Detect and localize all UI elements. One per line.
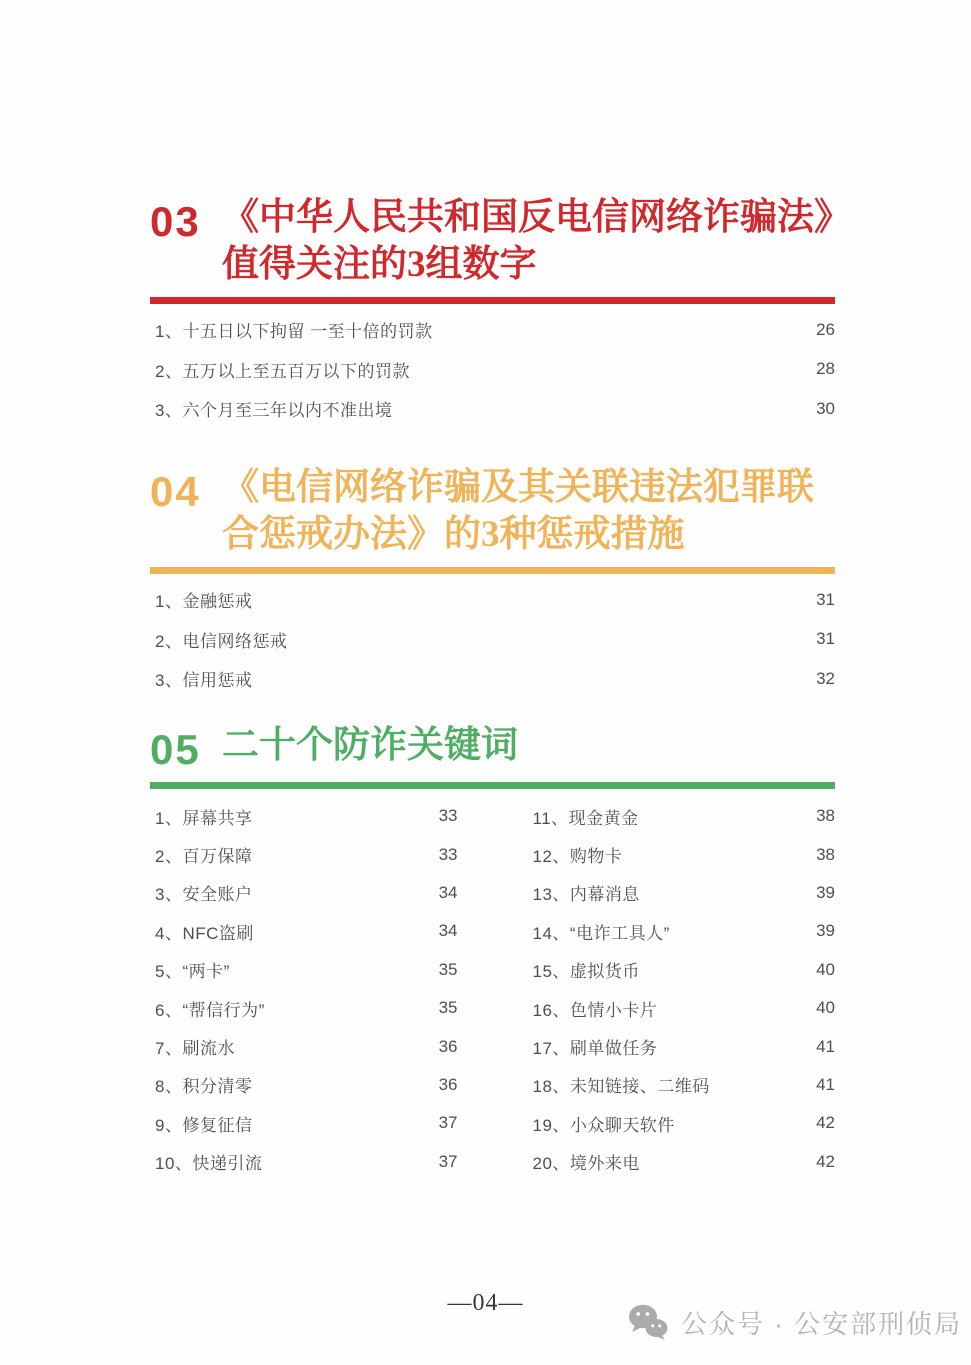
watermark-text: 公众号 · 公安部刑侦局 — [681, 1308, 963, 1339]
toc-section-05 — [150, 722, 835, 1181]
toc-entry-label: 4、NFC盗刷 — [155, 923, 254, 943]
toc-entry-label: 8、积分清零 — [155, 1077, 253, 1097]
toc-entry[interactable] — [150, 350, 835, 390]
toc-entry[interactable] — [150, 1143, 458, 1181]
toc-entry-page: 35 — [438, 959, 458, 979]
toc-entry[interactable] — [150, 989, 458, 1027]
toc-entry[interactable] — [528, 951, 836, 989]
toc-entry-page: 39 — [816, 921, 835, 941]
toc-entry[interactable] — [528, 1104, 836, 1142]
toc-entry-label: 11、现金黄金 — [532, 808, 639, 828]
toc-entry-page: 36 — [438, 1074, 458, 1094]
toc-entry-label: 16、色情小卡片 — [532, 1000, 658, 1020]
toc-entry-page: 41 — [816, 1074, 835, 1094]
toc-entry[interactable] — [528, 797, 836, 835]
toc-entry[interactable] — [150, 659, 835, 699]
toc-entry-label: 1、十五日以下拘留 一至十倍的罚款 — [155, 322, 433, 342]
toc-entry[interactable] — [150, 797, 458, 835]
keywords-column-left — [150, 797, 458, 1181]
toc-entry-label: 17、刷单做任务 — [532, 1039, 658, 1059]
section-divider — [150, 782, 835, 789]
toc-entry-page: 37 — [438, 1151, 458, 1171]
wechat-watermark — [628, 1303, 962, 1341]
toc-entry[interactable] — [150, 389, 835, 429]
toc-entry-page: 32 — [816, 668, 835, 688]
toc-entry-label: 5、“两卡” — [155, 962, 230, 982]
toc-entry-page: 36 — [438, 1036, 458, 1056]
section-title-line: 《中华人民共和国反电信网络诈骗法》 — [222, 197, 851, 238]
toc-entry-page: 35 — [438, 998, 458, 1018]
section-title — [222, 722, 518, 769]
keywords-grid — [150, 797, 835, 1181]
toc-entry-page: 39 — [816, 882, 835, 902]
section-title-line: 二十个防诈关键词 — [222, 725, 518, 766]
toc-entry-label: 13、内幕消息 — [532, 885, 640, 905]
toc-entry[interactable] — [528, 912, 836, 950]
page-number: —04— — [447, 1290, 524, 1316]
toc-entry-label: 9、修复征信 — [155, 1115, 253, 1135]
section-title-line: 合惩戒办法》的3种惩戒措施 — [222, 514, 685, 555]
toc-entry-page: 34 — [438, 882, 458, 902]
toc-entry-label: 15、虚拟货币 — [532, 962, 640, 982]
section-number: 03 — [150, 198, 201, 245]
toc-entry-label: 3、六个月至三年以内不准出境 — [155, 401, 393, 421]
toc-section-03 — [150, 194, 851, 429]
toc-entry-page: 38 — [816, 844, 835, 864]
toc-entry-page: 31 — [816, 589, 835, 609]
toc-entry-page: 40 — [816, 959, 835, 979]
toc-entry-page: 42 — [816, 1113, 835, 1133]
toc-entry-page: 34 — [438, 921, 458, 941]
toc-entry[interactable] — [150, 1027, 458, 1065]
toc-entry[interactable] — [150, 580, 835, 620]
toc-entry-label: 2、百万保障 — [155, 847, 253, 867]
toc-entry-page: 33 — [438, 844, 458, 864]
toc-entry[interactable] — [150, 620, 835, 660]
toc-entry[interactable] — [528, 835, 836, 873]
toc-entry-label: 2、五万以上至五百万以下的罚款 — [155, 361, 410, 381]
toc-entry[interactable] — [528, 1143, 836, 1181]
toc-entry[interactable] — [150, 1066, 458, 1104]
toc-entry-page: 38 — [816, 806, 835, 826]
section-title — [222, 194, 851, 288]
section-divider — [150, 297, 835, 304]
wechat-icon — [628, 1303, 668, 1341]
toc-entry[interactable] — [150, 1104, 458, 1142]
toc-list — [150, 310, 835, 429]
keywords-column-right — [528, 797, 836, 1181]
toc-list — [150, 580, 835, 699]
section-number: 04 — [150, 468, 201, 515]
toc-entry-page: 26 — [816, 319, 835, 339]
toc-entry-label: 3、安全账户 — [155, 885, 253, 905]
toc-entry[interactable] — [150, 835, 458, 873]
toc-entry-label: 10、快递引流 — [155, 1154, 263, 1174]
section-title-line: 《电信网络诈骗及其关联违法犯罪联 — [222, 467, 814, 508]
toc-entry[interactable] — [150, 874, 458, 912]
section-number: 05 — [150, 726, 201, 773]
toc-entry[interactable] — [150, 951, 458, 989]
section-03-heading — [150, 194, 851, 288]
section-title — [222, 464, 814, 558]
toc-entry-page: 42 — [816, 1151, 835, 1171]
toc-entry[interactable] — [150, 310, 835, 350]
toc-entry-label: 20、境外来电 — [532, 1154, 640, 1174]
toc-entry-page: 41 — [816, 1036, 835, 1056]
toc-entry-page: 30 — [816, 398, 835, 418]
toc-entry-label: 2、电信网络惩戒 — [155, 631, 288, 651]
toc-entry-label: 1、屏幕共享 — [155, 808, 253, 828]
toc-entry-page: 33 — [438, 806, 458, 826]
toc-entry-label: 7、刷流水 — [155, 1039, 235, 1059]
toc-entry-label: 19、小众聊天软件 — [532, 1115, 675, 1135]
section-divider — [150, 567, 835, 574]
toc-entry[interactable] — [528, 1066, 836, 1104]
toc-entry-page: 31 — [816, 629, 835, 649]
toc-entry[interactable] — [528, 874, 836, 912]
toc-entry-label: 3、信用惩戒 — [155, 671, 253, 691]
toc-entry-page: 40 — [816, 998, 835, 1018]
section-title-line: 值得关注的3组数字 — [222, 244, 537, 285]
toc-entry-label: 14、“电诈工具人” — [532, 923, 670, 943]
toc-entry-label: 1、金融惩戒 — [155, 592, 253, 612]
section-04-heading — [150, 464, 835, 558]
toc-entry-page: 28 — [816, 359, 835, 379]
toc-entry[interactable] — [528, 1027, 836, 1065]
toc-entry-label: 18、未知链接、二维码 — [532, 1077, 710, 1097]
toc-entry-page: 37 — [438, 1113, 458, 1133]
section-05-heading — [150, 722, 835, 771]
toc-entry-label: 6、“帮信行为” — [155, 1000, 265, 1020]
toc-section-04 — [150, 464, 835, 699]
toc-entry[interactable] — [150, 912, 458, 950]
toc-entry[interactable] — [528, 989, 836, 1027]
toc-entry-label: 12、购物卡 — [532, 847, 623, 867]
